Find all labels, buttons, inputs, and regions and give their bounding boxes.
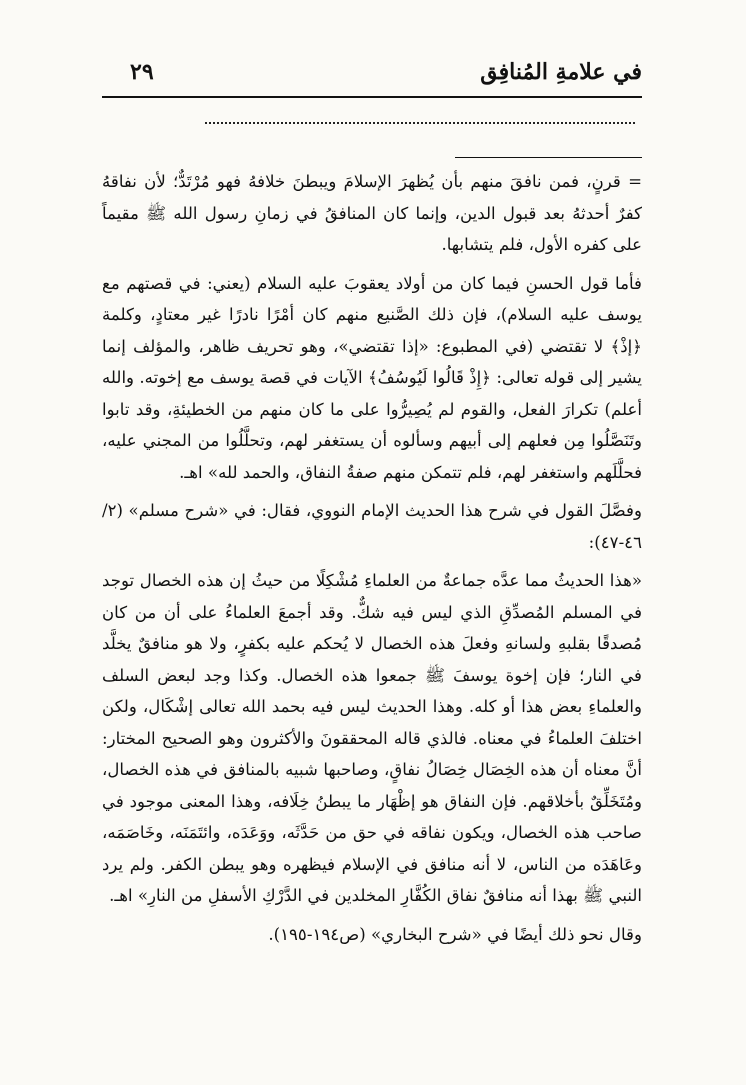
page-body bbox=[102, 166, 642, 950]
paragraph-bukhari-note: وقال نحو ذلك أيضًا في «شرح البخاري» (ص١٩٤-١٩٥). bbox=[268, 924, 642, 944]
paragraph-continuation: = قرنٍ، فمن نافقَ منهم بأن يُظهرَ الإسلامَ ويبطنَ خلافهُ فهو مُرْتَدٌّ؛ لأن نفاقهُ كفرٌ أحدثهُ بعد قبول الدين، وإنما كان المنافقُ في زمانِ رسول الله ﷺ مقيماً على كفره الأول، فلم يتشابها. bbox=[102, 172, 642, 254]
paragraph-nawawi-quote: «هذا الحديثُ مما عدَّه جماعةٌ من العلماءِ مُشْكِلًا من حيثُ إن هذه الخصال توجد في المسلم المُصدِّقِ الذي ليس فيه شكٌّ. وقد أجمعَ العلماءُ على أن من كان مُصدقًا بقلبهِ ولسانهِ وفعلَ هذه الخصال لا يُحكم عليه بكفرٍ، ولا هو منافقٌ يخلَّد في النار؛ فإن إخوة يوسفَ ﷺ جمعوا هذه الخصال. وكذا وجد لبعض السلف والعلماءِ بعض هذا أو كله. وهذا الحديث ليس فيه بحمد الله تعالى إشْكَال، ولكن اختلفَ العلماءُ في معناه. فالذي قاله المحققونَ والأكثرون وهو الصحيح المختار: أنَّ معناه أن هذه الخِصَال خِصَالُ نفاقٍ، وصاحبها شبيه بالمنافق في هذه الخصال، ومُتَخَلِّقٌ بأخلاقهم. فإن النفاق هو إظْهَار ما يبطنُ خِلَافه، وهذا المعنى موجود في صاحب هذه الخصال، ويكون نفاقه في حق من حَدَّثَه، ووَعَدَه، وائتَمَنَه، وخَاصَمَه، وعَاهَدَه من الناس، لا أنه منافق في الإسلام فيظهره وهو يبطن الكفر. ولم يرد النبي ﷺ بهذا أنه منافقٌ نفاق الكُفَّارِ المخلدين في الدَّرْكِ الأسفلِ من النارِ» اهـ. bbox=[102, 571, 642, 905]
footnote-rule bbox=[455, 157, 642, 158]
dotted-separator bbox=[205, 122, 635, 124]
page-header bbox=[102, 48, 642, 98]
paragraph-nawawi-intro: وفصَّلَ القول في شرح هذا الحديث الإمام النووي، فقال: في «شرح مسلم» (٢/ ٤٦-٤٧): bbox=[102, 501, 642, 552]
running-title: في علامةِ المُنافِق bbox=[480, 59, 642, 85]
page-number: ٢٩ bbox=[130, 59, 154, 85]
paragraph-hasan: فأما قول الحسنِ فيما كان من أولاد يعقوبَ عليه السلام (يعني: في قصتهم مع يوسف عليه السلام)، فإن ذلك الصَّنيع منهم كان أمْرًا نادرًا غير معتادٍ، وكلمة ﴿إذْ﴾ لا تقتضي (في المطبوع: «إذا تقتضي»، وهو تحريف ظاهر، والمؤلف إنما يشير إلى قوله تعالى: ﴿إِذْ قَالُوا لَيُوسُفُ﴾ الآيات في قصة يوسف مع إخوته. والله أعلم) تكرارَ الفعل، والقوم لم يُصِيرُّوا على ما كان منهم من الخطيئةِ، وقد تابوا وتَنَصَّلُوا مِن فعلهم إلى أبيهم وسألوه أن يستغفر لهم، وتحلَّلُوا من المجني عليه، فحلَّلَهم واستغفر لهم، فلم تتمكن منهم صفةُ النفاق، والحمد لله» اهـ. bbox=[102, 273, 642, 482]
